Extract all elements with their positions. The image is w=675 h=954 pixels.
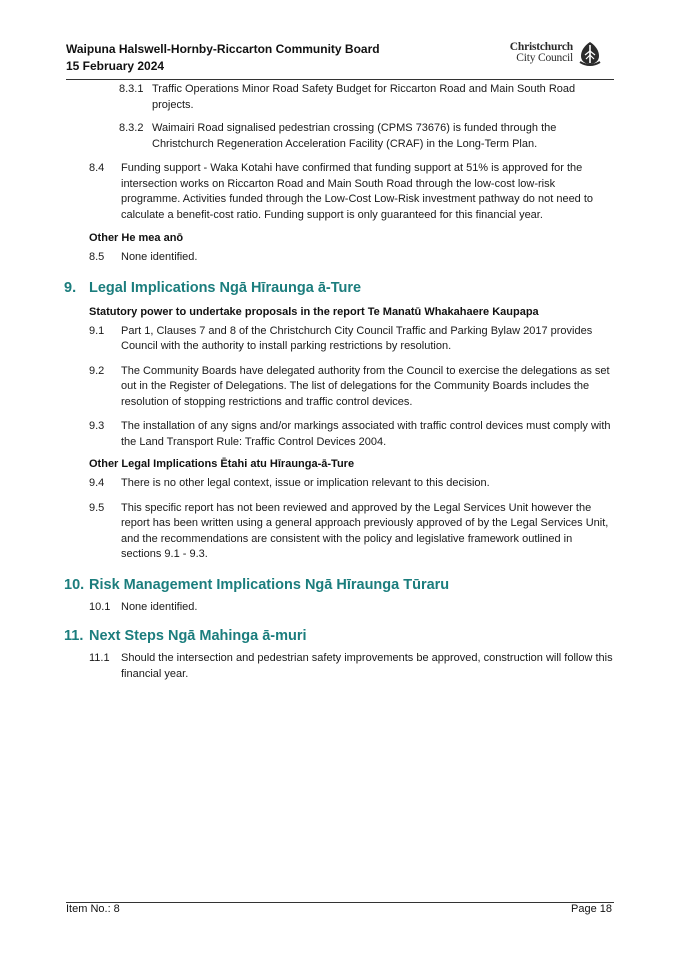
paragraph-number: 9.4 [89,477,105,489]
heading-10 [64,576,675,595]
christchurch-logo-icon [577,41,603,67]
heading-number: 10. [64,576,85,593]
page-header [66,41,600,77]
paragraph-number: 8.4 [89,162,105,174]
document-body [0,82,675,682]
heading-text: Next Steps Ngā Mahinga ā-muri [89,628,307,644]
paragraph-11-1 [89,651,613,682]
logo-text-line1: Christchurch [509,41,573,53]
heading-9 [64,279,675,298]
paragraph-9-1 [89,324,613,355]
paragraph-number: 9.5 [89,501,105,514]
logo-text-line2: City Council [516,52,573,64]
paragraph-number: 11.1 [89,652,110,664]
paragraph-8-5 [89,250,613,266]
paragraph-9-2 [89,364,613,411]
footer-divider [66,902,614,903]
paragraph-number: 9.1 [89,324,105,337]
paragraph-9-4 [89,476,613,492]
paragraph-text: Should the intersection and pedestrian safety improvements be approved, construction will follow this financial year. [121,652,613,680]
paragraph-text: Traffic Operations Minor Road Safety Budget for Riccarton Road and Main South Road projects. [152,83,576,111]
header-divider [66,79,614,80]
subheading-statutory: Statutory power to undertake proposals in the report Te Manatū Whakahaere Kaupapa [89,305,539,318]
paragraph-text: Part 1, Clauses 7 and 8 of the Christchurch City Council Traffic and Parking Bylaw 2017 provides Council with the authority to install parking restrictions by resolution. [121,324,593,352]
paragraph-8-3-1 [119,82,605,113]
paragraph-10-1 [89,600,613,616]
paragraph-text: None identified. [121,251,198,263]
heading-text: Risk Management Implications Ngā Hīraunga Tūraru [89,576,450,593]
paragraph-number: 9.3 [89,420,105,432]
footer-page-number: Page 18 [571,903,612,915]
paragraph-text: There is no other legal context, issue or implication relevant to this decision. [121,477,490,489]
paragraph-8-3-2 [119,121,605,152]
heading-11 [64,627,675,646]
footer-item-number: Item No.: 8 [66,903,120,915]
paragraph-number: 10.1 [89,600,111,613]
heading-number: 9. [64,279,77,296]
paragraph-text: The Community Boards have delegated authority from the Council to exercise the delegations as set out in the Register of Delegations. The list of delegations for the Community Boards includes the resolution of stopping restrictions and traffic control devices. [121,364,610,408]
paragraph-8-4 [89,161,613,223]
paragraph-text: The installation of any signs and/or markings associated with traffic control devices must comply with the Land Transport Rule: Traffic Control Devices 2004. [121,420,611,448]
board-name: Waipuna Halswell-Hornby-Riccarton Community Board [66,42,380,56]
subheading-other-legal: Other Legal Implications Ētahi atu Hīraunga-ā-Ture [89,458,355,470]
subheading-other: Other He mea anō [89,232,184,244]
paragraph-number: 9.2 [89,364,105,377]
paragraph-9-5 [89,501,613,563]
meeting-date: 15 February 2024 [66,59,165,73]
paragraph-number: 8.3.1 [119,83,144,95]
council-logo [499,41,603,69]
paragraph-9-3 [89,419,613,450]
paragraph-text: None identified. [121,600,198,613]
heading-number: 11. [64,628,84,644]
paragraph-number: 8.5 [89,251,105,263]
paragraph-text: Funding support - Waka Kotahi have confirmed that funding support at 51% is approved for the intersection works on Riccarton Road and Main South Road through the low-cost low-risk programme. Activities funded through the Low-Cost Low-Risk investment pathway do not need to calculate a benefit-cost ratio. Funding support is only guaranteed for this financial year. [121,162,594,221]
paragraph-number: 8.3.2 [119,122,144,134]
paragraph-text: Waimairi Road signalised pedestrian crossing (CPMS 73676) is funded through the Christchurch Regeneration Acceleration Facility (CRAF) in the Long-Term Plan. [152,122,557,150]
paragraph-text: This specific report has not been reviewed and approved by the Legal Services Unit however the report has been written using a general approach previously approved of by the Legal Services Unit, and the recommendations are consistent with the policy and legislative framework outlined in sections 9.1 - 9.3. [121,501,609,560]
heading-text: Legal Implications Ngā Hīraunga ā-Ture [89,279,362,296]
